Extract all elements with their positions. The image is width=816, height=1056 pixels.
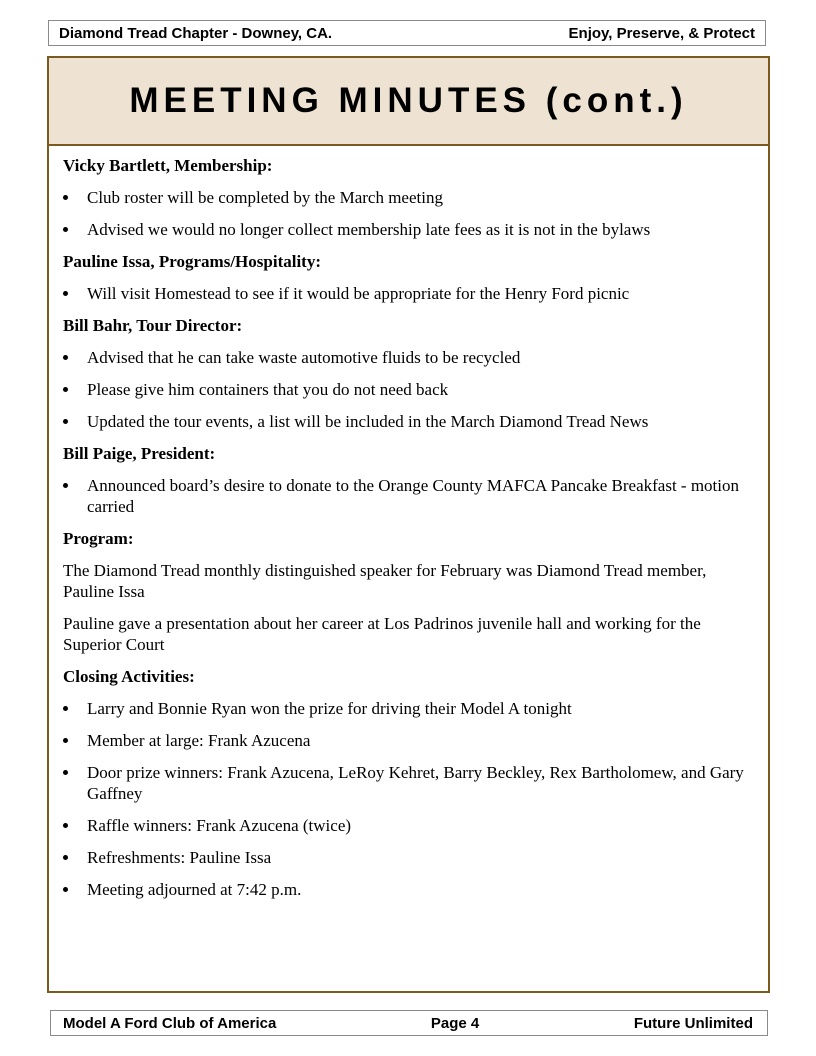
title-band	[49, 58, 768, 146]
bullet-icon	[63, 483, 68, 488]
list-item	[63, 347, 754, 368]
tour-list	[63, 347, 754, 432]
bullet-icon	[63, 855, 68, 860]
bullet-icon	[63, 355, 68, 360]
list-item-text: Door prize winners: Frank Azucena, LeRoy Kehret, Barry Beckley, Rex Bartholomew, and Gary Gaffney	[87, 763, 744, 803]
list-item-text: Member at large: Frank Azucena	[87, 731, 311, 750]
president-list	[63, 475, 754, 517]
closing-list	[63, 698, 754, 900]
list-item	[63, 187, 754, 208]
list-item	[63, 730, 754, 751]
page-header	[48, 20, 766, 46]
list-item-text: Meeting adjourned at 7:42 p.m.	[87, 880, 302, 899]
paragraph: The Diamond Tread monthly distinguished speaker for February was Diamond Tread member, Pauline Issa	[63, 561, 707, 601]
page-title: MEETING MINUTES (cont.)	[129, 81, 688, 120]
list-item-text: Refreshments: Pauline Issa	[87, 848, 272, 867]
section-heading: Pauline Issa, Programs/Hospitality:	[63, 252, 321, 271]
programs-list	[63, 283, 754, 304]
bullet-icon	[63, 887, 68, 892]
minutes-body	[49, 146, 768, 900]
list-item	[63, 698, 754, 719]
header-chapter: Diamond Tread Chapter - Downey, CA.	[59, 24, 333, 42]
section-heading: Vicky Bartlett, Membership:	[63, 156, 273, 175]
section-heading: Program:	[63, 529, 134, 548]
list-item-text: Please give him containers that you do not need back	[87, 380, 449, 399]
bullet-icon	[63, 291, 68, 296]
list-item-text: Advised that he can take waste automotive fluids to be recycled	[87, 348, 521, 367]
list-item-text: Larry and Bonnie Ryan won the prize for driving their Model A tonight	[87, 699, 572, 718]
paragraph: Pauline gave a presentation about her career at Los Padrinos juvenile hall and working for the Superior Court	[63, 614, 701, 654]
list-item	[63, 815, 754, 836]
bullet-icon	[63, 738, 68, 743]
list-item-text: Club roster will be completed by the March meeting	[87, 188, 443, 207]
list-item	[63, 847, 754, 868]
bullet-icon	[63, 227, 68, 232]
list-item-text: Advised we would no longer collect membership late fees as it is not in the bylaws	[87, 220, 651, 239]
section-heading: Closing Activities:	[63, 667, 195, 686]
bullet-icon	[63, 706, 68, 711]
section-heading: Bill Bahr, Tour Director:	[63, 316, 243, 335]
list-item-text: Updated the tour events, a list will be included in the March Diamond Tread News	[87, 412, 649, 431]
page-footer	[50, 1010, 768, 1036]
footer-page-number: Page 4	[430, 1014, 480, 1032]
list-item	[63, 879, 754, 900]
list-item	[63, 379, 754, 400]
membership-list	[63, 187, 754, 240]
list-item	[63, 475, 754, 517]
section-heading: Bill Paige, President:	[63, 444, 216, 463]
header-motto: Enjoy, Preserve, & Protect	[568, 24, 755, 42]
list-item	[63, 283, 754, 304]
list-item	[63, 411, 754, 432]
list-item-text: Raffle winners: Frank Azucena (twice)	[87, 816, 352, 835]
minutes-box	[47, 56, 770, 993]
footer-slogan: Future Unlimited	[633, 1014, 753, 1032]
bullet-icon	[63, 419, 68, 424]
bullet-icon	[63, 195, 68, 200]
list-item	[63, 219, 754, 240]
list-item-text: Will visit Homestead to see if it would be appropriate for the Henry Ford picnic	[87, 284, 630, 303]
bullet-icon	[63, 823, 68, 828]
bullet-icon	[63, 770, 68, 775]
footer-club: Model A Ford Club of America	[63, 1014, 277, 1032]
list-item	[63, 762, 754, 804]
list-item-text: Announced board’s desire to donate to the Orange County MAFCA Pancake Breakfast - motion carried	[87, 476, 740, 516]
bullet-icon	[63, 387, 68, 392]
